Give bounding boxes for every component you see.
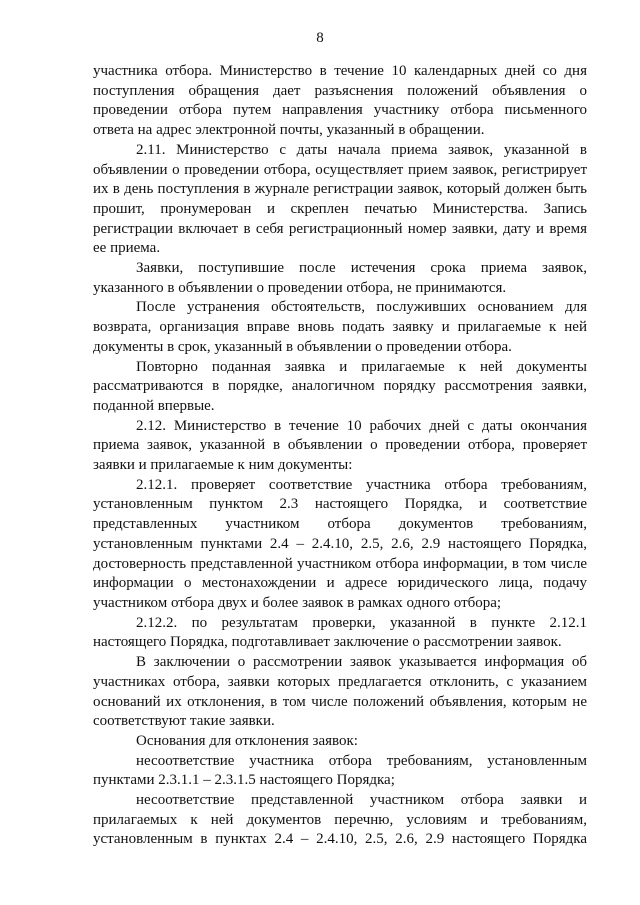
document-body	[93, 62, 587, 850]
paragraph-ground-1: несоответствие участника отбора требованиям, установленным пунктами 2.3.1.1 – 2.3.1.5 настоящего Порядка;	[93, 752, 587, 789]
paragraph-2-11: 2.11. Министерство с даты начала приема заявок, указанной в объявлении о проведении отбора, осуществляет прием заявок, регистрирует их в день поступления в журнале регистрации заявок, который должен быть прошит, пронумерован и скреплен печатью Министерства. Запись регистрации включает в себя регистрационный номер заявки, дату и время ее приема.	[93, 141, 587, 257]
paragraph-ground-2: несоответствие представленной участником отбора заявки и прилагаемых к ней документов перечню, условиям и требованиям, установленным в пунктах 2.4 – 2.4.10, 2.5, 2.6, 2.9 настоящего Порядка	[93, 792, 587, 848]
paragraph-2-12-1: 2.12.1. проверяет соответствие участника отбора требованиям, установленным пунктом 2.3 настоящего Порядка, и соответствие представленных участником отбора документов требованиям, установленным пунктами 2.4 – 2.4.10, 2.5, 2.6, 2.9 настоящего Порядка, достоверность представленной участником отбора информации, в том числе информации о местонахождении и адресе юридического лица, подачу участником отбора двух и более заявок в рамках одного отбора;	[93, 476, 587, 611]
page-number: 8	[316, 30, 324, 46]
paragraph-rejection-grounds: Основания для отклонения заявок:	[136, 732, 358, 749]
paragraph-conclusion: В заключении о рассмотрении заявок указывается информация об участниках отбора, заявки которых предлагается отклонить, с указанием оснований их отклонения, в том числе положений объявления, которым не соответствуют такие заявки.	[93, 654, 587, 730]
paragraph-2-12: 2.12. Министерство в течение 10 рабочих дней с даты окончания приема заявок, указанной в объявлении о проведении отбора, проверяет заявки и прилагаемые к ним документы:	[93, 417, 587, 474]
paragraph-repeat-review: Повторно поданная заявка и прилагаемые к ней документы рассматриваются в порядке, аналогичном порядку рассмотрения заявки, поданной впервые.	[93, 358, 587, 414]
paragraph-continuation: участника отбора. Министерство в течение 10 календарных дней со дня поступления обращения дает разъяснения положений объявления о проведении отбора путем направления участнику отбора письменного ответа на адрес электронной почты, указанный в обращении.	[93, 63, 587, 139]
paragraph-resubmission: После устранения обстоятельств, послуживших основанием для возврата, организация вправе вновь подать заявку и прилагаемые к ней документы в срок, указанный в объявлении о проведении отбора.	[93, 299, 587, 355]
paragraph-late-applications: Заявки, поступившие после истечения срока приема заявок, указанного в объявлении о проведении отбора, не принимаются.	[93, 260, 587, 296]
paragraph-2-12-2: 2.12.2. по результатам проверки, указанной в пункте 2.12.1 настоящего Порядка, подготавливает заключение о рассмотрении заявок.	[93, 614, 587, 651]
